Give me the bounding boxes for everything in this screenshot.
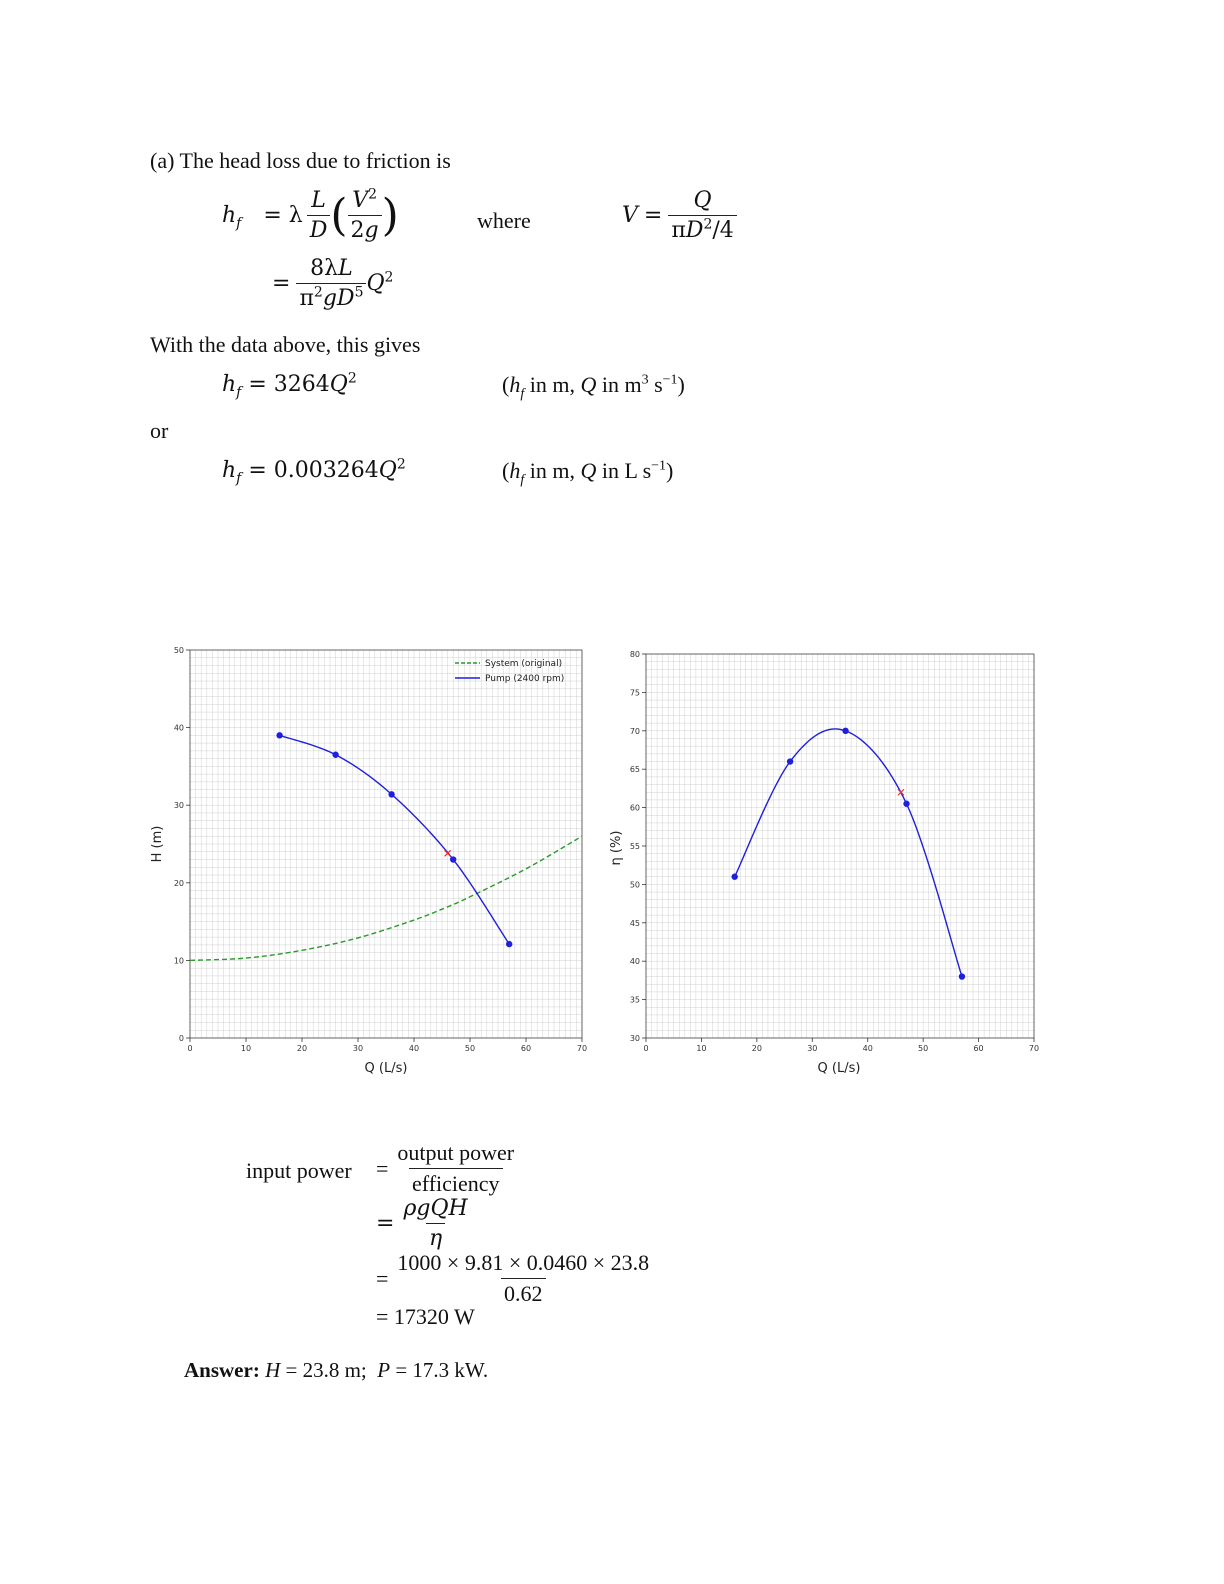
efficiency-chart-data-point bbox=[959, 973, 965, 979]
efficiency-chart-xtick-label: 40 bbox=[862, 1044, 873, 1053]
efficiency-chart-xtick-label: 20 bbox=[751, 1044, 762, 1053]
head-chart-data-point bbox=[450, 856, 456, 862]
power-result: = 17320 W bbox=[376, 1304, 475, 1329]
power-equation-2: = $\frac{\text{ρgQH}}{\eta}$ bbox=[376, 1196, 468, 1251]
head-chart-data-point bbox=[332, 752, 338, 758]
efficiency-chart-ytick-label: 60 bbox=[629, 803, 640, 813]
efficiency-chart-data-point bbox=[842, 728, 848, 734]
head-chart-ytick-label: 10 bbox=[173, 956, 184, 966]
head-chart-ytick-label: 20 bbox=[173, 878, 184, 888]
efficiency-chart-ytick-label: 30 bbox=[629, 1034, 640, 1043]
efficiency-chart-xtick-label: 0 bbox=[643, 1044, 649, 1053]
where-text: where bbox=[477, 208, 531, 233]
head-chart bbox=[140, 636, 600, 1086]
velocity-equation: V = $\frac{Q}{\pi D^2/4}$ bbox=[622, 188, 737, 243]
efficiency-chart-xlabel: Q (L/s) bbox=[817, 1061, 861, 1076]
efficiency-chart-xtick-label: 60 bbox=[973, 1044, 984, 1053]
head-chart-xtick-label: 60 bbox=[520, 1044, 532, 1053]
efficiency-chart-ytick-label: 40 bbox=[629, 957, 640, 967]
head-chart-data-point bbox=[388, 791, 394, 797]
friction-equation-1: $h_f$ = λ $\frac{L}{D}$ ( $\frac{V^2}{2g}$ ) bbox=[222, 186, 399, 243]
efficiency-chart-ytick-label: 45 bbox=[629, 918, 640, 928]
efficiency-chart-ytick-label: 70 bbox=[629, 726, 640, 736]
efficiency-chart-data-point bbox=[903, 801, 909, 807]
efficiency-chart bbox=[596, 636, 1056, 1086]
units-m3: ($h_f$ in m, Q in $m^3$ $s^{-1}$) bbox=[502, 372, 685, 402]
head-chart-data-point bbox=[276, 732, 282, 738]
head-chart-xtick-label: 70 bbox=[576, 1044, 588, 1053]
efficiency-chart-xtick-label: 30 bbox=[807, 1044, 818, 1053]
coef-L: 0.003264 bbox=[273, 458, 379, 483]
friction-equation-2: = $\frac{8\lambda L}{\pi^2gD^5}$ $Q^2$ bbox=[272, 256, 394, 311]
efficiency-chart-ylabel: η (%) bbox=[609, 830, 624, 866]
head-chart-xtick-label: 20 bbox=[296, 1044, 308, 1053]
answer-label: Answer: bbox=[184, 1358, 260, 1382]
head-chart-xtick-label: 10 bbox=[240, 1044, 252, 1053]
head-chart-data-point bbox=[506, 941, 512, 947]
intro-text: (a) The head loss due to friction is bbox=[150, 148, 451, 173]
answer-line: Answer: H = 23.8 m; P = 17.3 kW. bbox=[184, 1358, 489, 1382]
answer-power: = 17.3 kW. bbox=[395, 1358, 489, 1382]
head-chart-ytick-label: 0 bbox=[178, 1034, 184, 1043]
efficiency-chart-xtick-label: 10 bbox=[696, 1044, 707, 1053]
efficiency-chart-ytick-label: 50 bbox=[629, 880, 640, 890]
head-chart-grid bbox=[190, 650, 582, 1038]
efficiency-chart-data-point bbox=[731, 874, 737, 880]
efficiency-chart-xtick-label: 70 bbox=[1028, 1044, 1040, 1053]
legend-label: Pump (2400 rpm) bbox=[485, 674, 565, 684]
efficiency-chart-ytick-label: 55 bbox=[629, 842, 640, 851]
head-chart-ytick-label: 30 bbox=[173, 801, 184, 811]
or-text: or bbox=[150, 418, 169, 443]
answer-head: = 23.8 m; bbox=[285, 1358, 367, 1382]
power-equation-3: = $\frac{1000 \times 9.81 \times 0.0460 \times 23.8}{0.62}$ bbox=[376, 1250, 650, 1306]
efficiency-chart-ytick-label: 80 bbox=[629, 650, 640, 659]
head-chart-xtick-label: 0 bbox=[187, 1044, 193, 1053]
efficiency-chart-ytick-label: 65 bbox=[629, 765, 640, 775]
head-chart-xtick-label: 40 bbox=[408, 1044, 420, 1053]
head-chart-xtick-label: 30 bbox=[352, 1044, 364, 1053]
friction-result-m3: $h_f = 3264Q^2$ bbox=[222, 370, 357, 401]
head-chart-ylabel: H (m) bbox=[150, 825, 165, 863]
coef-m3: 3264 bbox=[273, 372, 330, 397]
efficiency-chart-data-point bbox=[787, 758, 793, 764]
efficiency-chart-xtick-label: 50 bbox=[918, 1044, 929, 1053]
efficiency-chart-grid bbox=[646, 654, 1034, 1038]
power-equation-1: = $\frac{\text{output power}}{\text{efficiency}}$ bbox=[376, 1140, 515, 1196]
efficiency-chart-ytick-label: 75 bbox=[629, 688, 640, 698]
friction-result-L: $h_f = 0.003264Q^2$ bbox=[222, 456, 406, 487]
input-power-label: input power bbox=[246, 1158, 352, 1183]
units-L: ($h_f$ in m, Q in L $s^{-1}$) bbox=[502, 458, 674, 488]
efficiency-chart-ytick-label: 35 bbox=[629, 995, 640, 1005]
data-sentence: With the data above, this gives bbox=[150, 332, 421, 357]
head-chart-xlabel: Q (L/s) bbox=[364, 1061, 408, 1076]
head-chart-ytick-label: 50 bbox=[173, 646, 184, 655]
head-chart-ytick-label: 40 bbox=[173, 723, 184, 733]
legend-label: System (original) bbox=[485, 659, 563, 669]
head-chart-xtick-label: 50 bbox=[464, 1044, 476, 1053]
